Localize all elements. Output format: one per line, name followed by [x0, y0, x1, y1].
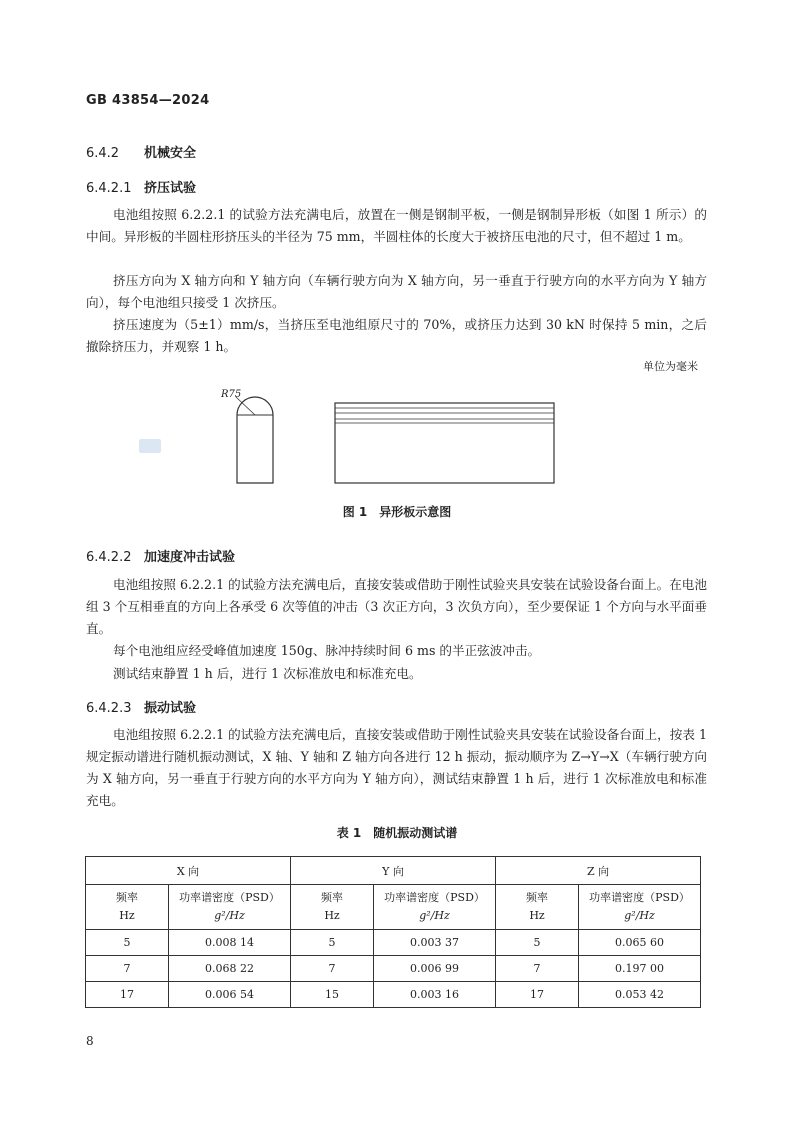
table-cell: 5	[496, 930, 579, 956]
table-cell: 5	[86, 930, 169, 956]
table-cell: 0.006 99	[374, 956, 496, 982]
group-header-z: Z 向	[496, 857, 701, 885]
radius-label: R75	[221, 389, 242, 400]
section-heading-6-4-2	[86, 142, 196, 161]
table-cell: 7	[496, 956, 579, 982]
table-cell: 7	[291, 956, 374, 982]
table-cell: 15	[291, 982, 374, 1008]
section-number: 6.4.2.3	[86, 701, 132, 716]
paragraph-shock-2: 每个电池组应经受峰值加速度 150g、脉冲持续时间 6 ms 的半正弦波冲击。	[113, 643, 541, 658]
section-number: 6.4.2.1	[86, 181, 132, 196]
table-row	[86, 982, 701, 1008]
table-cell: 0.065 60	[579, 930, 701, 956]
table-column-header-row	[86, 885, 701, 930]
section-title: 挤压试验	[144, 181, 197, 196]
unit-note: 单位为毫米	[643, 360, 698, 373]
freq-header: 频率 Hz	[291, 885, 374, 930]
psd-header: 功率谱密度（PSD） g²/Hz	[169, 885, 291, 930]
section-heading-6-4-2-3	[86, 697, 196, 716]
section-heading-6-4-2-2	[86, 546, 235, 565]
indenter-outline	[237, 397, 273, 483]
freq-header: 频率 Hz	[86, 885, 169, 930]
psd-header: 功率谱密度（PSD） g²/Hz	[374, 885, 496, 930]
table-cell: 0.008 14	[169, 930, 291, 956]
table-cell: 0.006 54	[169, 982, 291, 1008]
section-number: 6.4.2	[86, 146, 120, 161]
psd-header: 功率谱密度（PSD） g²/Hz	[579, 885, 701, 930]
table-cell: 0.003 37	[374, 930, 496, 956]
table-group-header-row	[86, 857, 701, 885]
section-title: 加速度冲击试验	[144, 550, 236, 565]
table-cell: 0.053 42	[579, 982, 701, 1008]
table-cell: 5	[291, 930, 374, 956]
group-header-y: Y 向	[291, 857, 496, 885]
paragraph-shock-3: 测试结束静置 1 h 后，进行 1 次标准放电和标准充电。	[113, 666, 422, 681]
paragraph-crush-3: 挤压速度为（5±1）mm/s，当挤压至电池组原尺寸的 70%，或挤压力达到 30 kN 时保持 5 min，之后撤除挤压力，并观察 1 h。	[86, 317, 707, 354]
table-cell: 17	[496, 982, 579, 1008]
table-cell: 0.068 22	[169, 956, 291, 982]
watermark-logo	[139, 439, 161, 453]
freq-header: 频率 Hz	[496, 885, 579, 930]
table-row	[86, 930, 701, 956]
paragraph-vibration-1: 电池组按照 6.2.2.1 的试验方法充满电后，直接安装或借助于刚性试验夹具安装在试验设备台面上，按表 1 规定振动谱进行随机振动测试，X 轴、Y 轴和 Z 轴方向各进行 12 h 振动，振动顺序为 Z→Y→X（车辆行驶方向为 X 轴方向，另一垂直于行驶方向的水平方向为 Y 轴方向），测试结束静置 1 h 后，进行 1 次标准放电和标准充电。	[86, 727, 707, 808]
paragraph-crush-2: 挤压方向为 X 轴方向和 Y 轴方向（车辆行驶方向为 X 轴方向，另一垂直于行驶方向的水平方向为 Y 轴方向），每个电池组只接受 1 次挤压。	[86, 273, 707, 310]
paragraph-crush-1: 电池组按照 6.2.2.1 的试验方法充满电后，放置在一侧是钢制平板，一侧是钢制异形板（如图 1 所示）的中间。异形板的半圆柱形挤压头的半径为 75 mm，半圆柱体的长度大于被挤压电池的尺寸，但不超过 1 m。	[86, 207, 707, 244]
paragraph-shock-1: 电池组按照 6.2.2.1 的试验方法充满电后，直接安装或借助于刚性试验夹具安装在试验设备台面上。在电池组 3 个互相垂直的方向上各承受 6 次等值的冲击（3 次正方向，3 次负方向），至少要保证 1 个方向与水平面垂直。	[86, 577, 707, 636]
vibration-spectrum-table	[85, 856, 701, 1008]
table-cell: 0.003 16	[374, 982, 496, 1008]
table-cell: 17	[86, 982, 169, 1008]
table-cell: 0.197 00	[579, 956, 701, 982]
steel-plate-outline	[335, 403, 554, 483]
section-number: 6.4.2.2	[86, 550, 132, 565]
figure-1-diagram	[0, 380, 794, 490]
table-row	[86, 956, 701, 982]
section-heading-6-4-2-1	[86, 177, 196, 196]
group-header-x: X 向	[86, 857, 291, 885]
section-title: 机械安全	[144, 146, 197, 161]
document-code: GB 43854—2024	[86, 93, 210, 108]
section-title: 振动试验	[144, 701, 197, 716]
table-1-caption: 表 1 随机振动测试谱	[336, 826, 458, 840]
page-number: 8	[86, 1034, 94, 1048]
figure-1-caption: 图 1 异形板示意图	[342, 505, 452, 519]
table-cell: 7	[86, 956, 169, 982]
